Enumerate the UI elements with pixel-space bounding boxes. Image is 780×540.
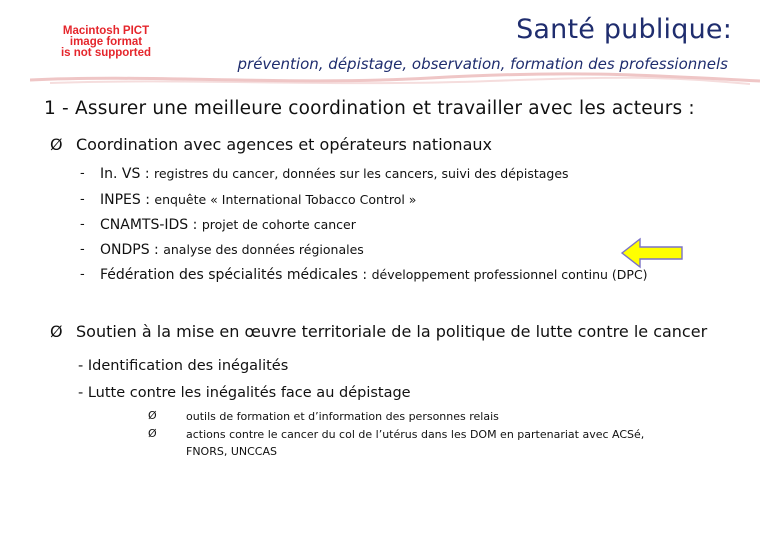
- arrowhead-bullet-icon: Ø: [148, 409, 157, 422]
- soutien-line: - Lutte contre les inégalités face au dépistage: [78, 385, 411, 401]
- sub-bullet-text: FNORS, UNCCAS: [186, 445, 277, 458]
- item-name: CNAMTS-IDS : projet de cohorte cancer: [100, 217, 356, 233]
- dash: -: [80, 192, 85, 207]
- yellow-arrow-icon: [620, 236, 684, 270]
- item-desc: registres du cancer, données sur les cancers, suivi des dépistages: [153, 166, 569, 181]
- dash: -: [80, 267, 85, 282]
- soutien-label: Soutien à la mise en œuvre territoriale de la politique de lutte contre le cancer: [76, 322, 708, 341]
- page-title: Santé publique:: [516, 14, 732, 45]
- logo-line: Macintosh PICT: [62, 25, 150, 37]
- logo-placeholder: [40, 26, 172, 59]
- section-heading: 1 - Assurer une meilleure coordination et travailler avec les acteurs :: [44, 98, 695, 119]
- page-subtitle: prévention, dépistage, observation, formation des professionnels: [237, 55, 728, 73]
- item-desc: analyse des données régionales: [163, 242, 364, 257]
- decorative-streak: [30, 72, 760, 88]
- arrowhead-bullet-icon: Ø: [148, 427, 157, 440]
- arrowhead-bullet-icon: Ø: [50, 135, 63, 154]
- item-name: ONDPS : analyse des données régionales: [100, 242, 364, 258]
- item-desc: projet de cohorte cancer: [201, 217, 356, 232]
- item-name: Fédération des spécialités médicales : développement professionnel continu (DPC): [100, 267, 648, 283]
- coordination-label: Coordination avec agences et opérateurs nationaux: [76, 135, 492, 154]
- coordination-bullet: [50, 135, 492, 154]
- arrowhead-bullet-icon: Ø: [50, 322, 63, 341]
- soutien-line: - Identification des inégalités: [78, 358, 289, 374]
- item-name: In. VS : registres du cancer, données sur les cancers, suivi des dépistages: [100, 166, 569, 182]
- dash: -: [80, 166, 85, 181]
- logo-line: image format: [69, 36, 143, 48]
- dash: -: [80, 217, 85, 232]
- sub-bullet-text: outils de formation et d’information des personnes relais: [186, 410, 499, 423]
- item-desc: enquête « International Tobacco Control »: [154, 192, 417, 207]
- logo-line: is not supported: [60, 47, 152, 59]
- item-desc: développement professionnel continu (DPC): [371, 267, 648, 282]
- item-name: INPES : enquête « International Tobacco Control »: [100, 192, 417, 208]
- soutien-bullet: [50, 322, 708, 341]
- dash: -: [80, 242, 85, 257]
- sub-bullet-text: actions contre le cancer du col de l’utérus dans les DOM en partenariat avec ACSé,: [186, 428, 645, 441]
